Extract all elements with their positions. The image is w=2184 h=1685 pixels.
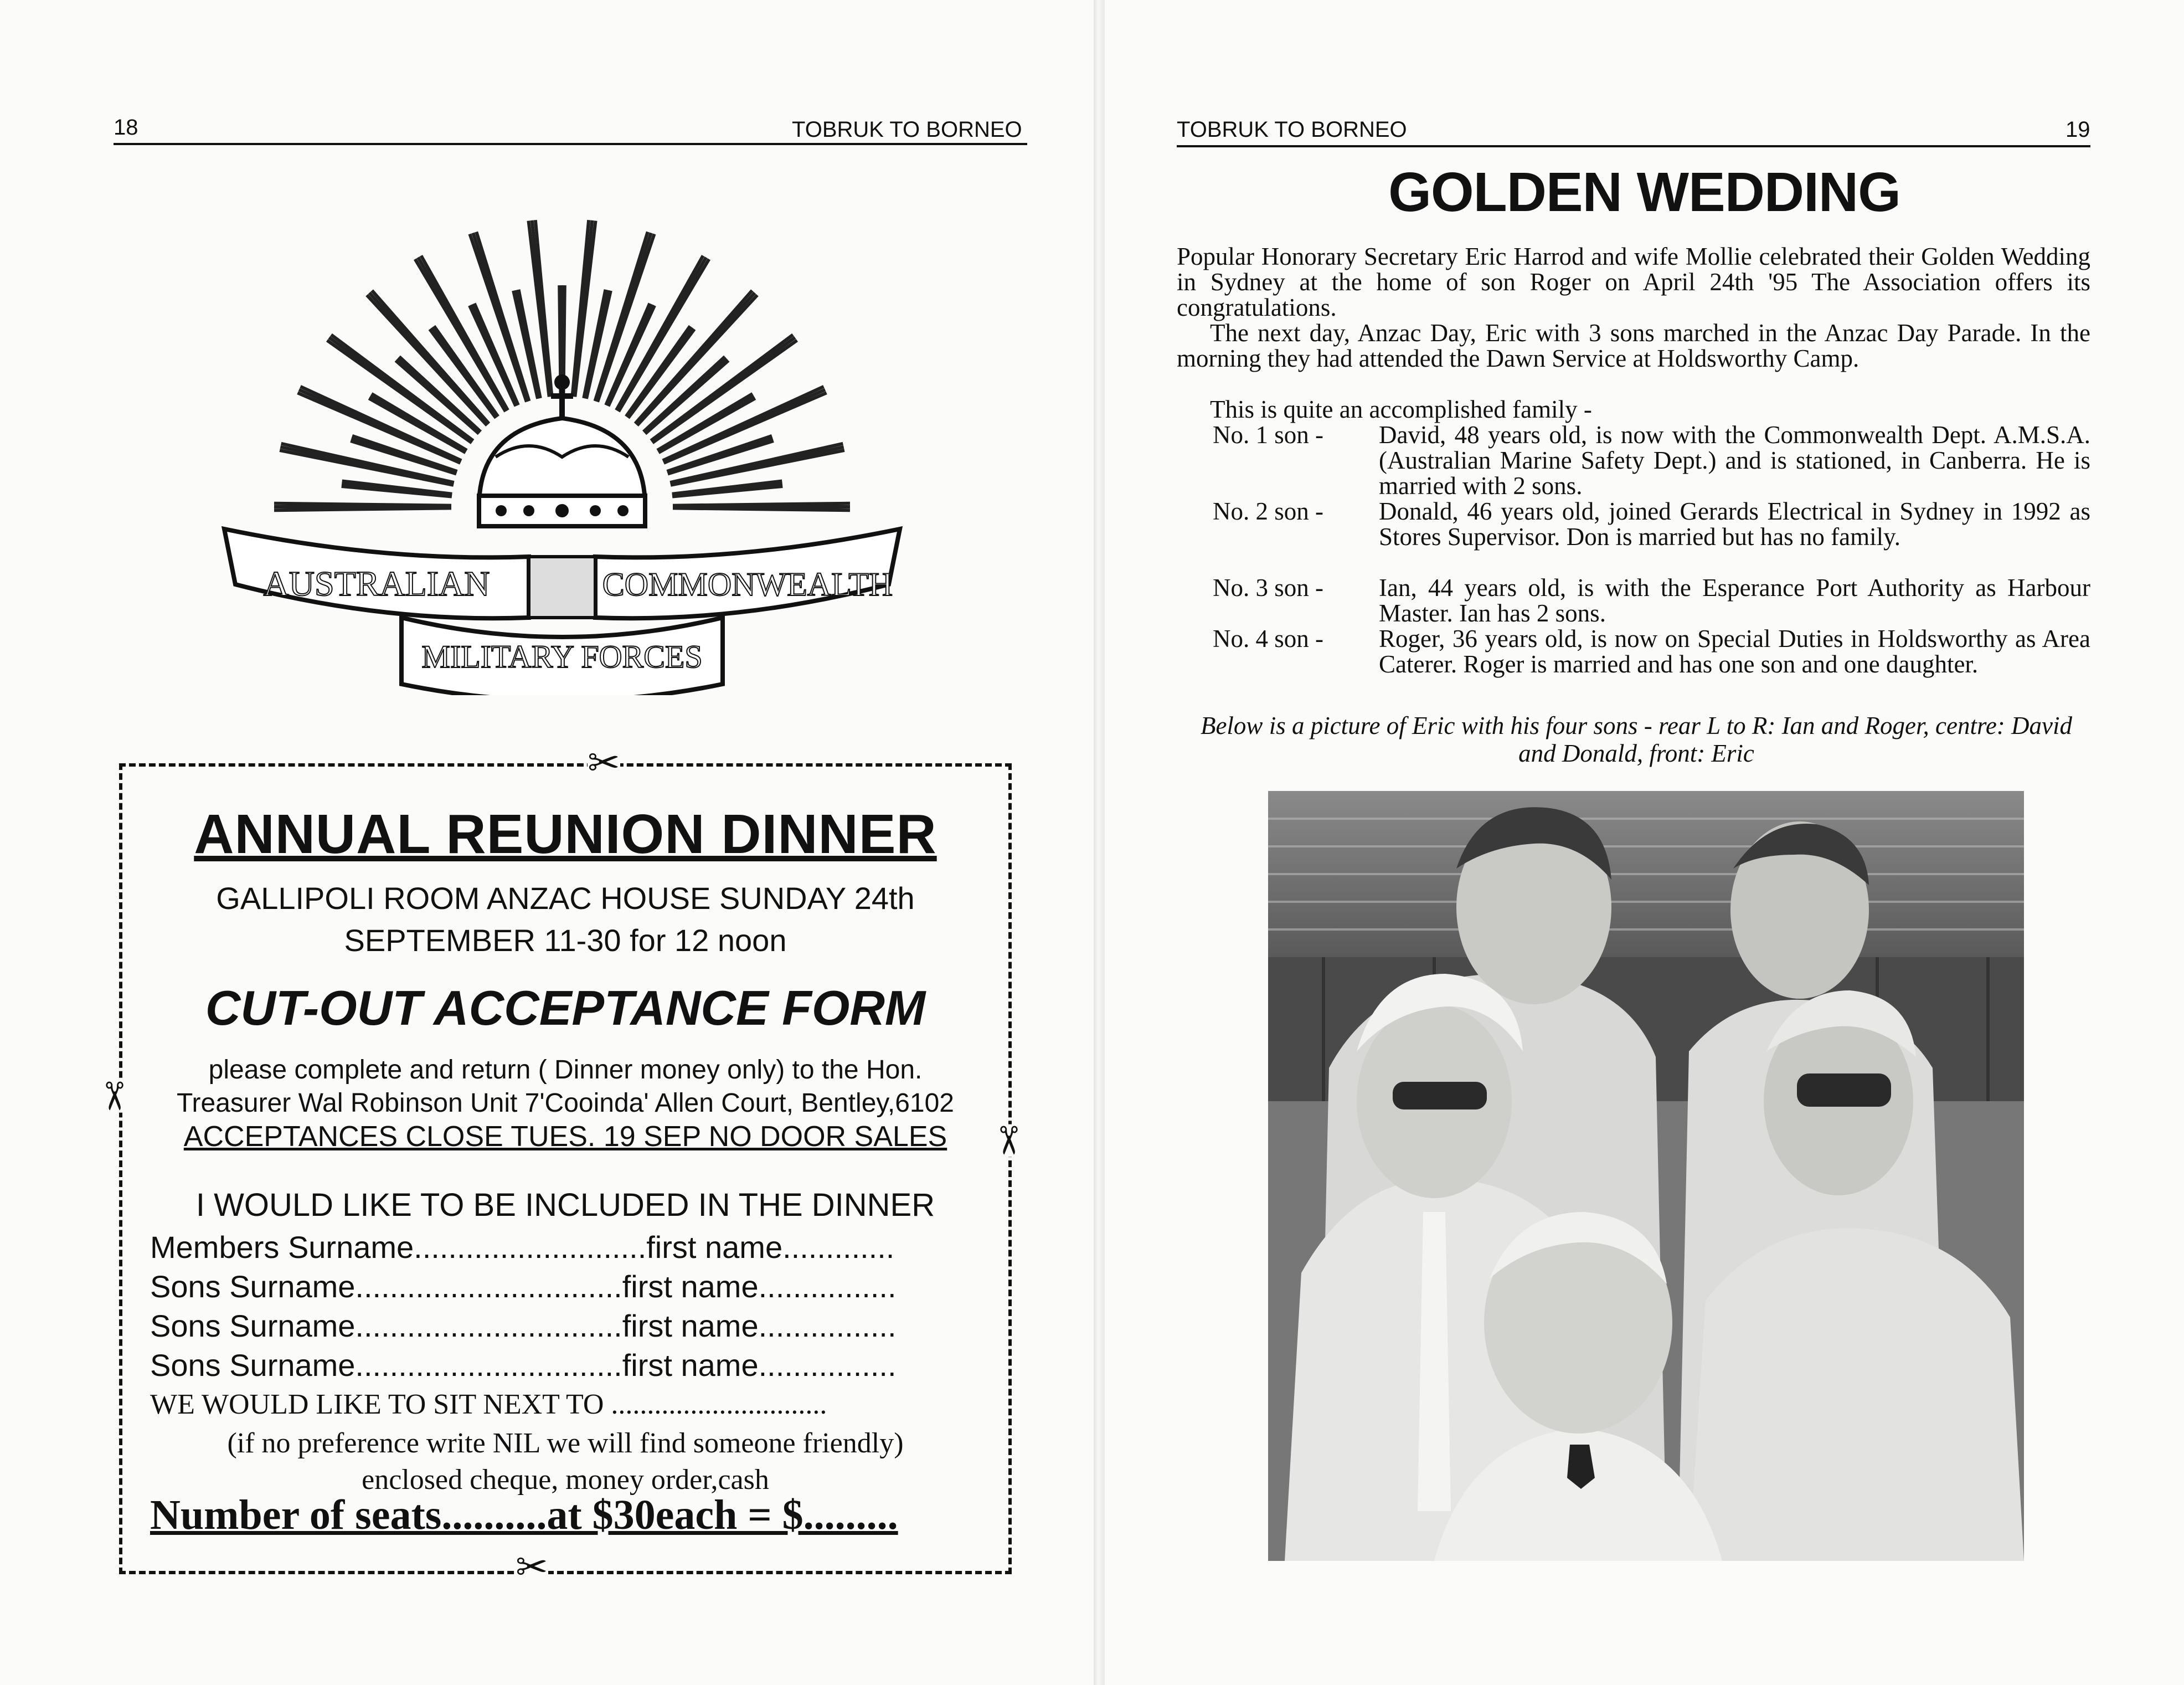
article-paragraph: This is quite an accomplished family - bbox=[1210, 395, 1592, 423]
son-description: Ian, 44 years old, is with the Esperance Port Authority as Harbour Master. Ian has 2 sons. bbox=[1379, 574, 2090, 627]
photo-caption: Below is a picture of Eric with his four sons - rear L to R: Ian and Roger, centre: David and Donald, front: Eric bbox=[1200, 712, 2073, 767]
preference-note: (if no preference write NIL we will find someone friendly) bbox=[227, 1427, 904, 1459]
page-number: 18 bbox=[114, 115, 138, 140]
scissors-icon: ✂ bbox=[516, 1544, 548, 1590]
son-label: No. 2 son - bbox=[1213, 497, 1323, 525]
svg-text:MILITARY FORCES: MILITARY FORCES bbox=[421, 639, 703, 675]
form-heading: ANNUAL REUNION DINNER bbox=[194, 803, 937, 865]
sun-ray bbox=[274, 504, 451, 506]
svg-text:AUSTRALIAN: AUSTRALIAN bbox=[263, 564, 490, 603]
seats-field[interactable]: Number of seats..........at $30each = $......... bbox=[150, 1492, 898, 1538]
son-label: No. 4 son - bbox=[1213, 625, 1323, 653]
sun-ray bbox=[671, 450, 844, 485]
scissors-icon: ✂ bbox=[91, 1080, 137, 1113]
header-rule bbox=[1177, 145, 2090, 147]
son-description: Roger, 36 years old, is now on Special Duties in Holdsworthy as Area Caterer. Roger is married and has one son and one daughter. bbox=[1379, 625, 2090, 678]
include-line: I WOULD LIKE TO BE INCLUDED IN THE DINNER bbox=[195, 1187, 935, 1223]
form-venue: GALLIPOLI ROOM ANZAC HOUSE SUNDAY 24th SEPTEMBER 11-30 for 12 noon bbox=[216, 881, 915, 958]
son-surname-field[interactable]: Sons Surname...............................first name................ bbox=[150, 1348, 897, 1383]
crest-banner bbox=[224, 529, 900, 695]
crown-icon bbox=[479, 374, 645, 526]
running-header: TOBRUK TO BORNEO bbox=[1177, 117, 1407, 142]
article-title: GOLDEN WEDDING bbox=[1388, 161, 1900, 223]
son-label: No. 1 son - bbox=[1213, 421, 1323, 449]
running-header: TOBRUK TO BORNEO bbox=[792, 117, 1022, 142]
son-surname-field[interactable]: Sons Surname...............................first name................ bbox=[150, 1269, 897, 1304]
sit-next-field[interactable]: WE WOULD LIKE TO SIT NEXT TO .............................. bbox=[150, 1389, 827, 1420]
svg-text:COMMONWEALTH: COMMONWEALTH bbox=[602, 566, 893, 603]
rising-sun-badge-icon bbox=[219, 197, 905, 695]
acceptance-form bbox=[91, 740, 1031, 1590]
header-rule bbox=[114, 143, 1027, 145]
article-paragraph: Popular Honorary Secretary Eric Harrod and wife Mollie celebrated their Golden Wedding in Sydney at the home of son Roger on April 24th '95 The Association offers its congratulations. bbox=[1177, 243, 2090, 321]
article-paragraph: The next day, Anzac Day, Eric with 3 sons marched in the Anzac Day Parade. In the morning they had attended the Dawn Service at Holdsworthy Camp. bbox=[1177, 319, 2090, 372]
form-title: CUT-OUT ACCEPTANCE FORM bbox=[205, 980, 926, 1035]
son-surname-field[interactable]: Sons Surname...............................first name................ bbox=[150, 1308, 897, 1343]
sun-ray bbox=[673, 508, 850, 510]
scissors-icon: ✂ bbox=[588, 740, 620, 785]
sun-ray bbox=[586, 291, 611, 399]
son-label: No. 3 son - bbox=[1213, 574, 1323, 602]
right-page bbox=[1105, 0, 2184, 1685]
book-gutter bbox=[1094, 0, 1105, 1685]
son-description: Donald, 46 years old, joined Gerards Electrical in Sydney in 1992 as Stores Supervisor. Don is married but has no family. bbox=[1379, 497, 2090, 551]
scissors-icon: ✂ bbox=[985, 1124, 1031, 1157]
form-instructions: please complete and return ( Dinner money only) to the Hon. Treasurer Wal Robinson Unit 7'Cooinda' Allen Court, Bentley,6102 bbox=[177, 1055, 954, 1118]
family-photo bbox=[1268, 791, 2024, 1561]
form-closing: ACCEPTANCES CLOSE TUES. 19 SEP NO DOOR SALES bbox=[183, 1121, 947, 1153]
page-number: 19 bbox=[2065, 117, 2090, 142]
payment-note: enclosed cheque, money order,cash bbox=[362, 1464, 769, 1496]
member-surname-field[interactable]: Members Surname...........................first name............. bbox=[150, 1230, 895, 1265]
son-description: David, 48 years old, is now with the Commonwealth Dept. A.M.S.A. (Australian Marine Safety Dept.) and is stationed, in Canberra. He is married with 2 sons. bbox=[1379, 421, 2090, 500]
